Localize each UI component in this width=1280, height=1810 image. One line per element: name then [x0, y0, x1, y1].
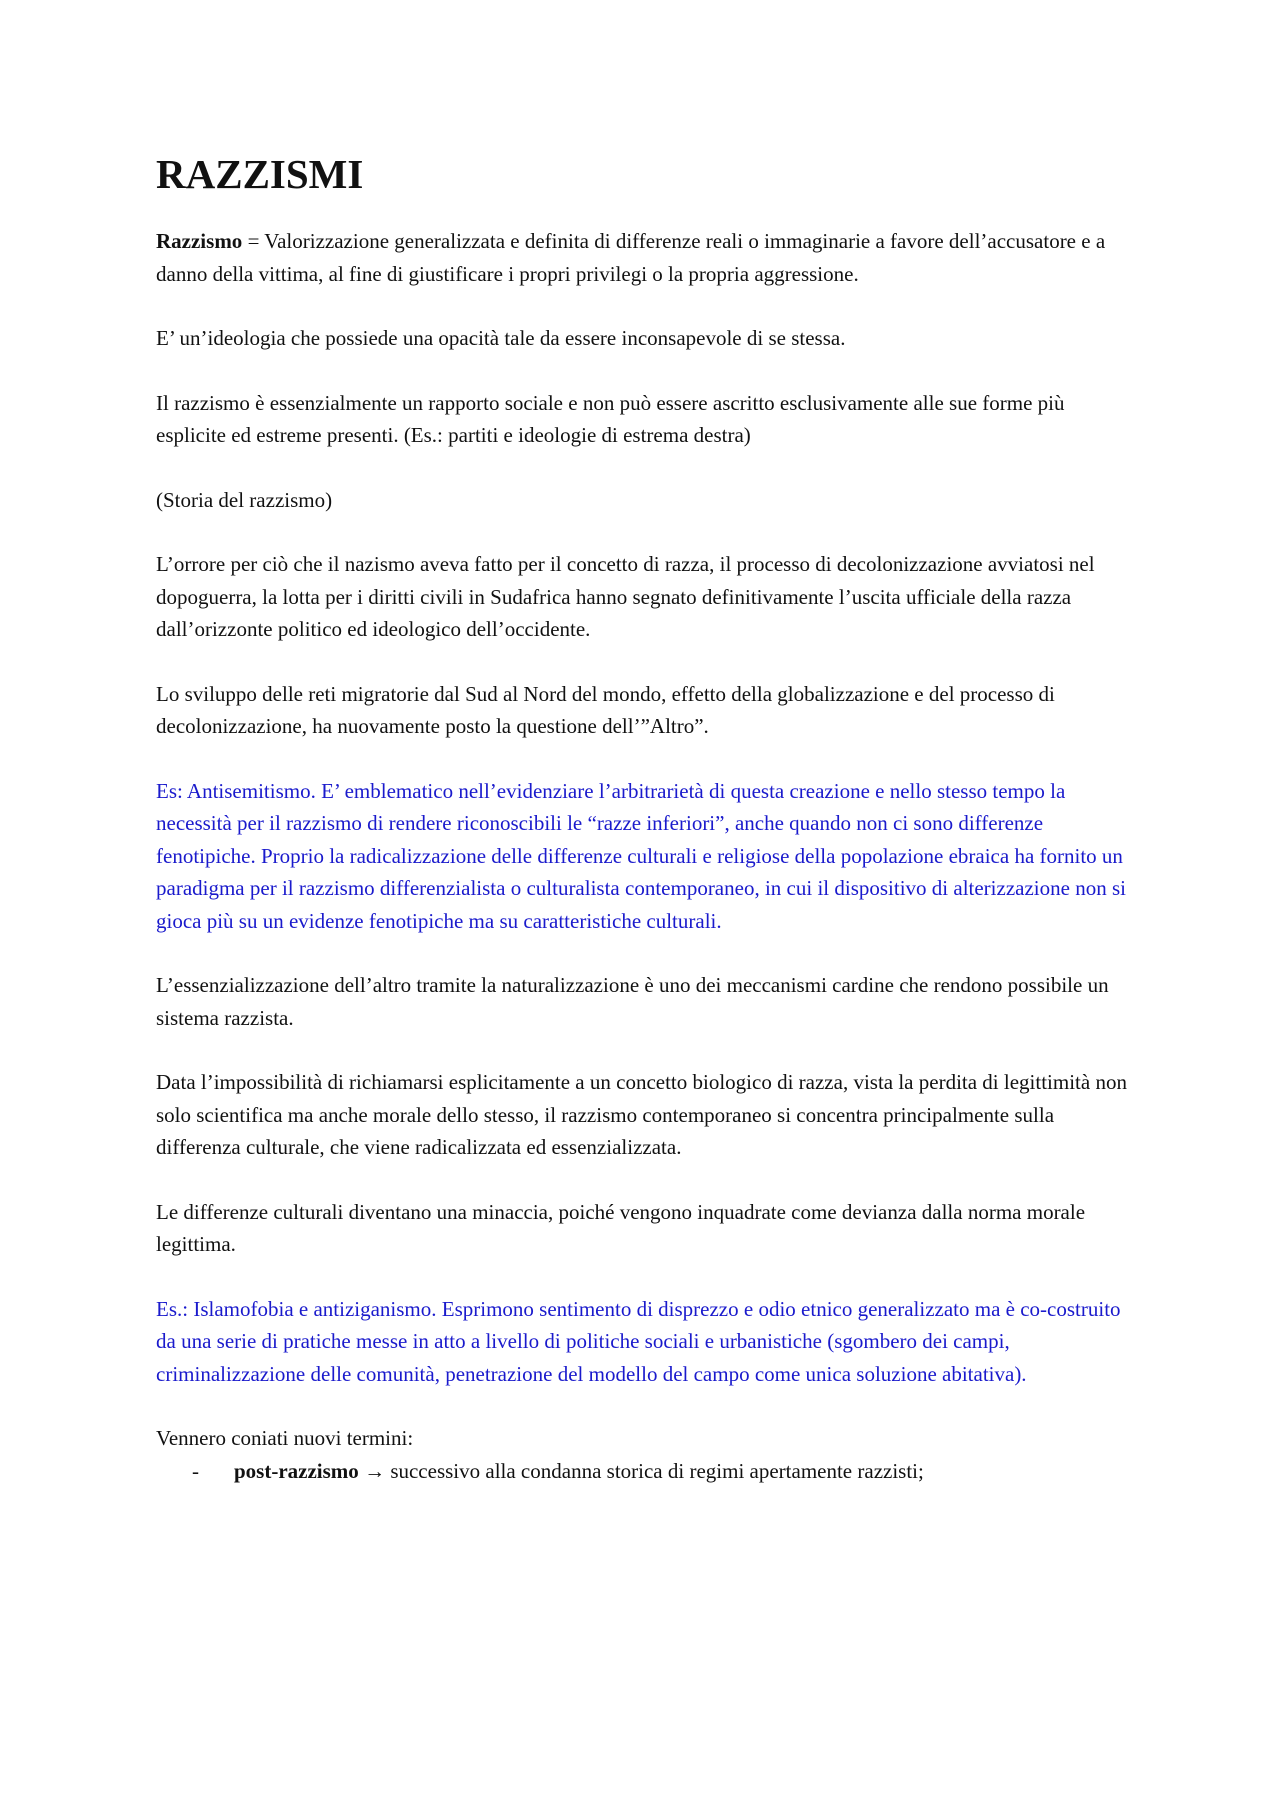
paragraph-ideology: E’ un’ideologia che possiede una opacità tale da essere inconsapevole di se stessa.	[156, 326, 846, 351]
list-item-term: post-razzismo	[234, 1458, 359, 1483]
list-item-text: → successivo alla condanna storica di regimi apertamente razzisti;	[358, 1458, 924, 1483]
definition-text: = Valorizzazione generalizzata e definita di differenze reali o immaginarie a favore dell’accusatore e a danno della vittima, al fine di giustificare i propri privilegi o la propria aggressione.	[156, 229, 1106, 286]
terms-list	[156, 1455, 1136, 1488]
definition-term: Razzismo	[156, 229, 243, 254]
paragraph-migration: Lo sviluppo delle reti migratorie dal Sud al Nord del mondo, effetto della globalizzazione e del processo di decolonizzazione, ha nuovamente posto la questione dell’”Altro”.	[156, 681, 1055, 739]
example-antisemitism: Es: Antisemitismo. E’ emblematico nell’evidenziare l’arbitrarietà di questa creazione e nello stesso tempo la necessità per il razzismo di rendere riconoscibili le “razze inferiori”, anche quando non ci sono differenze fenotipiche. Proprio la radicalizzazione delle differenze culturali e religiose della popolazione ebraica ha fornito un paradigma per il razzismo differenzialista o culturalista contemporaneo, in cui il dispositivo di alterizzazione non si gioca più su un evidenze fenotipiche ma su caratteristiche culturali.	[156, 778, 1126, 933]
example-islamophobia: Es.: Islamofobia e antiziganismo. Esprimono sentimento di disprezzo e odio etnico generalizzato ma è co-costruito da una serie di pratiche messe in atto a livello di politiche sociali e urbanistiche (sgombero dei campi, criminalizzazione delle comunità, penetrazione del modello del campo come unica soluzione abitativa).	[156, 1296, 1121, 1386]
paragraph-nazism: L’orrore per ciò che il nazismo aveva fatto per il concetto di razza, il processo di decolonizzazione avviatosi nel dopoguerra, la lotta per i diritti civili in Sudafrica hanno segnato definitivamente l’uscita ufficiale della razza dall’orizzonte politico ed ideologico dell’occidente.	[156, 552, 1095, 642]
list-bullet: -	[192, 1458, 199, 1483]
definition-paragraph	[156, 225, 1136, 290]
paragraph-new-terms: Vennero coniati nuovi termini:	[156, 1426, 414, 1451]
list-item	[156, 1455, 1136, 1488]
paragraph-threat: Le differenze culturali diventano una minaccia, poiché vengono inquadrate come devianza dalla norma morale legittima.	[156, 1199, 1086, 1257]
document-page	[156, 150, 1136, 1487]
paragraph-cultural-difference: Data l’impossibilità di richiamarsi esplicitamente a un concetto biologico di razza, vista la perdita di legittimità non solo scientifica ma anche morale dello stesso, il razzismo contemporaneo si concentra principalmente sulla differenza culturale, che viene radicalizzata ed essenzializzata.	[156, 1070, 1127, 1160]
paragraph-history-heading: (Storia del razzismo)	[156, 487, 333, 512]
document-title: RAZZISMI	[156, 151, 364, 197]
paragraph-essentialization: L’essenzializzazione dell’altro tramite la naturalizzazione è uno dei meccanismi cardine che rendono possibile un sistema razzista.	[156, 973, 1109, 1030]
paragraph-social-relation: Il razzismo è essenzialmente un rapporto sociale e non può essere ascritto esclusivamente alle sue forme più esplicite ed estreme presenti. (Es.: partiti e ideologie di estrema destra)	[156, 390, 1065, 448]
